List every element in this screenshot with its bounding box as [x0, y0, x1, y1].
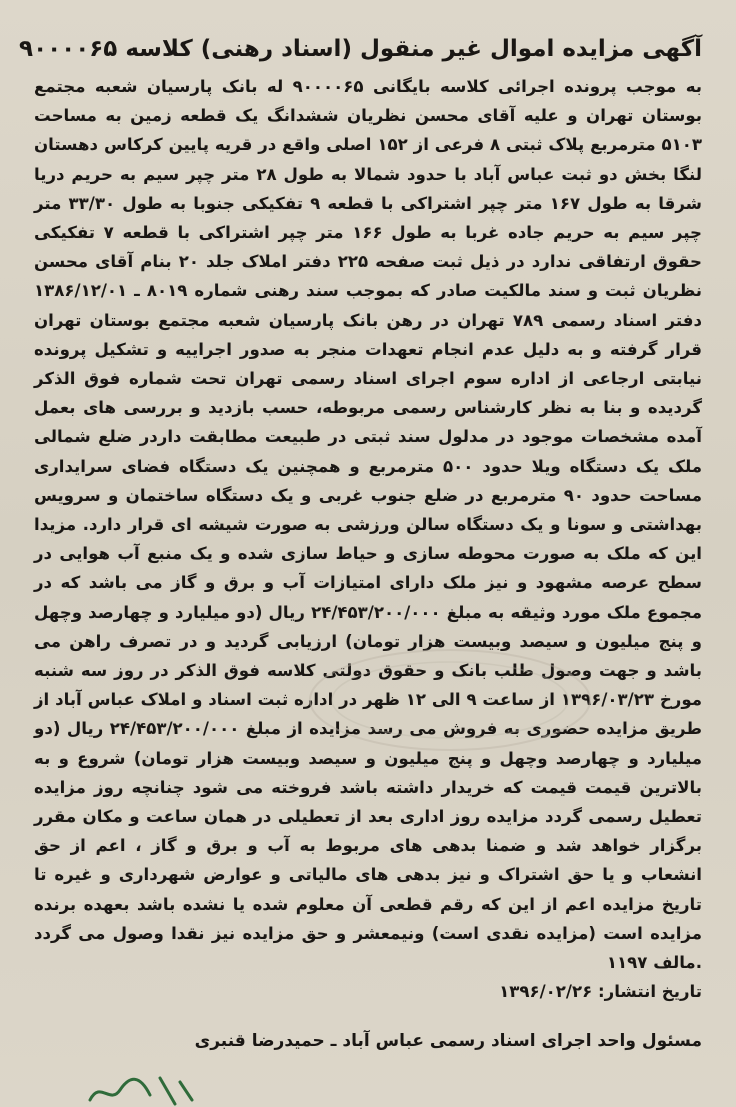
notice-title: آگهی مزایده اموال غیر منقول (اسناد رهنی) کلاسه ۹۰۰۰۰۶۵	[19, 36, 702, 62]
handwritten-mark	[80, 1070, 200, 1107]
publish-date: تاریخ انتشار: ۱۳۹۶/۰۲/۲۶	[499, 982, 702, 1002]
notice-body: به موجب پرونده اجرائی کلاسه بایگانی ۹۰۰۰۰۶۵ له بانک پارسیان شعبه مجتمع بوستان تهران و علیه آقای محسن نظریان ششدانگ یک قطعه زمین به مساحت ۵۱۰۳ مترمربع پلاک ثبتی ۸ فرعی از ۱۵۲ اصلی واقع در قریه پایین کرکاس دهستان لنگا بخش دو ثبت عباس آباد با حدود شمالا به طول ۲۸ متر چپر سیم به حریم دریا شرقا به طول ۱۶۷ متر چپر اشتراکی با قطعه ۹ تفکیکی جنوبا به طول ۳۳/۳۰ متر چپر سیم به حریم جاده غربا به طول ۱۶۶ متر چپر اشتراکی با قطعه ۷ تفکیکی حقوق ارتفاقی ندارد در ذیل ثبت صفحه ۲۲۵ دفتر املاک جلد ۲۰ بنام آقای محسن نظریان ثبت و سند مالکیت صادر که بموجب سند رهنی شماره ۸۰۱۹ ـ ۱۳۸۶/۱۲/۰۱ دفتر اسناد رسمی ۷۸۹ تهران در رهن بانک پارسیان شعبه مجتمع بوستان تهران قرار گرفته و به دلیل عدم انجام تعهدات منجر به صدور اجراییه و تشکیل پرونده نیابتی ارجاعی از اداره سوم اجرای اسناد رسمی تهران تحت شماره فوق الذکر گردیده و بنا به نظر کارشناس رسمی مربوطه، حسب بازدید و بررسی های بعمل آمده مشخصات موجود در مدلول سند ثبتی در طبیعت مطابقت داردر ضلع شمالی ملک یک دستگاه ویلا حدود ۵۰۰ مترمربع و همچنین یک دستگاه فضای سرایداری مساحت حدود ۹۰ مترمربع در ضلع جنوب غربی و یک دستگاه ساختمان و سرویس بهداشتی و سونا و یک دستگاه سالن ورزشی به صورت شیشه ای قرار دارد. مزیدا این که ملک به صورت محوطه سازی و حیاط سازی شده و یک منبع آب هوایی در سطح عرصه مشهود و نیز ملک دارای امتیازات آب و برق و گاز می باشد که در مجموع ملک مورد وثیقه به مبلغ ۲۴/۴۵۳/۲۰۰/۰۰۰ ریال (دو میلیارد و چهارصد وچهل و پنج میلیون و سیصد وبیست هزار تومان) ارزیابی گردید و در تصرف راهن می باشد و جهت وصول طلب بانک و حقوق دولتی کلاسه فوق الذکر در روز سه شنبه مورخ ۱۳۹۶/۰۳/۲۳ از ساعت ۹ الی ۱۲ ظهر در اداره ثبت اسناد و املاک عباس آباد از طریق مزایده حضوری به فروش می رسد مزایده از مبلغ ۲۴/۴۵۳/۲۰۰/۰۰۰ ریال (دو میلیارد و چهارصد وچهل و پنج میلیون و سیصد وبیست هزار تومان) شروع و به بالاترین قیمت قیمت که خریدار داشته باشد فروخته می شود چنانچه روز مزایده تعطیل رسمی گردد مزایده روز اداری بعد از تعطیلی در همان ساعت و مکان مقرر برگزار خواهد شد و ضمنا بدهی های مربوط به آب و برق و گاز ، اعم از حق انشعاب و یا حق اشتراک و نیز بدهی های مالیاتی و عوارض شهرداری و غیره تا تاریخ مزایده اعم از این که رقم قطعی آن معلوم شده یا نشده باشد بعهده برنده مزایده است (مزایده نقدی است) ونیمعشر و حق مزایده نیز نقدا وصول می گردد .مالف ۱۱۹۷	[34, 77, 703, 973]
signature-line: مسئول واحد اجرای اسناد رسمی عباس آباد ـ حمیدرضا قنبری	[194, 1031, 702, 1052]
